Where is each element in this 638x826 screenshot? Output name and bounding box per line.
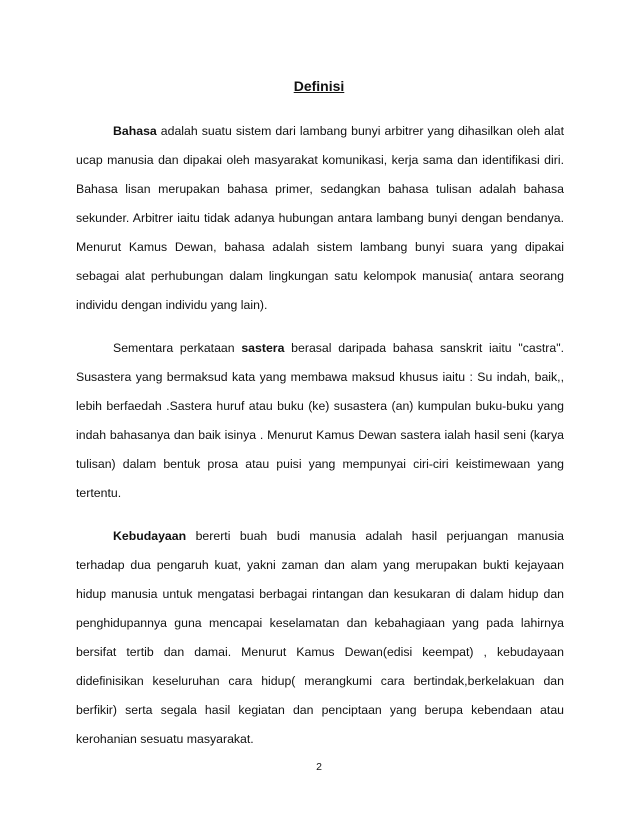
paragraph-line: hidup manusia untuk mengatasi berbagai rintangan dan kesukaran di dalam hidup dan [76,587,564,601]
line-rest: berasal daripada bahasa sanskrit iaitu "castra". [284,341,564,355]
paragraph-sastera [76,338,564,512]
paragraph-line: tulisan) dalam bentuk prosa atau puisi yang mempunyai ciri-ciri keistimewaan yang [76,457,564,471]
keyword-kebudayaan: Kebudayaan [113,529,187,543]
paragraph-line: ucap manusia dan dipakai oleh masyarakat komunikasi, kerja sama dan identifikasi diri. [76,153,564,167]
paragraph-last-line: kerohanian sesuatu masyarakat. [76,732,254,746]
paragraph-line: Susastera yang bermaksud kata yang membawa maksud khusus iaitu : Su indah, baik,, [76,370,564,384]
page-number: 2 [316,761,322,773]
paragraph-line: Menurut Kamus Dewan, bahasa adalah sistem lambang bunyi suara yang dipakai [76,240,564,254]
paragraph-line: bersifat tertib dan damai. Menurut Kamus Dewan(edisi keempat) , kebudayaan [76,645,564,659]
paragraph-first-line [76,526,564,555]
line-rest: adalah suatu sistem dari lambang bunyi arbitrer yang dihasilkan oleh alat [156,124,564,138]
paragraph-last-line: individu dengan individu yang lain). [76,298,268,312]
line-prefix: Sementara perkataan [113,341,242,355]
paragraph-line: didefinisikan keseluruhan cara hidup( merangkumi cara bertindak,berkelakuan dan [76,674,564,688]
paragraph-line: penghidupannya guna mencapai keselamatan dan kebahagiaan yang pada lahirnya [76,616,564,630]
paragraph-line: sekunder. Arbitrer iaitu tidak adanya hubungan antara lambang bunyi dengan bendanya. [76,211,564,225]
paragraph-last-line: tertentu. [76,486,122,500]
keyword-sastera: sastera [241,341,285,355]
paragraph-line: lebih berfaedah .Sastera huruf atau buku (ke) susastera (an) kumpulan buku-buku yang [76,399,564,413]
page-title: Definisi [293,78,345,94]
body-text [76,121,564,758]
paragraph-kebudayaan [76,526,564,758]
paragraph-bahasa [76,121,564,324]
paragraph-line: sebagai alat perhubungan dalam lingkungan satu kelompok manusia( antara seorang [76,269,564,283]
paragraph-line: terhadap dua pengaruh kuat, yakni zaman dan alam yang merupakan bukti kejayaan [76,558,564,572]
paragraph-line: indah bahasanya dan baik isinya . Menurut Kamus Dewan sastera ialah hasil seni (karya [76,428,564,442]
paragraph-gap [76,512,564,526]
keyword-bahasa: Bahasa [113,124,157,138]
paragraph-first-line [76,338,564,367]
paragraph-line: berfikir) serta segala hasil kegiatan dan penciptaan yang berupa kebendaan atau [76,703,564,717]
paragraph-first-line [76,121,564,150]
paragraph-gap [76,324,564,338]
paragraph-line: Bahasa lisan merupakan bahasa primer, sedangkan bahasa tulisan adalah bahasa [76,182,564,196]
line-rest: bererti buah budi manusia adalah hasil perjuangan manusia [186,529,564,543]
